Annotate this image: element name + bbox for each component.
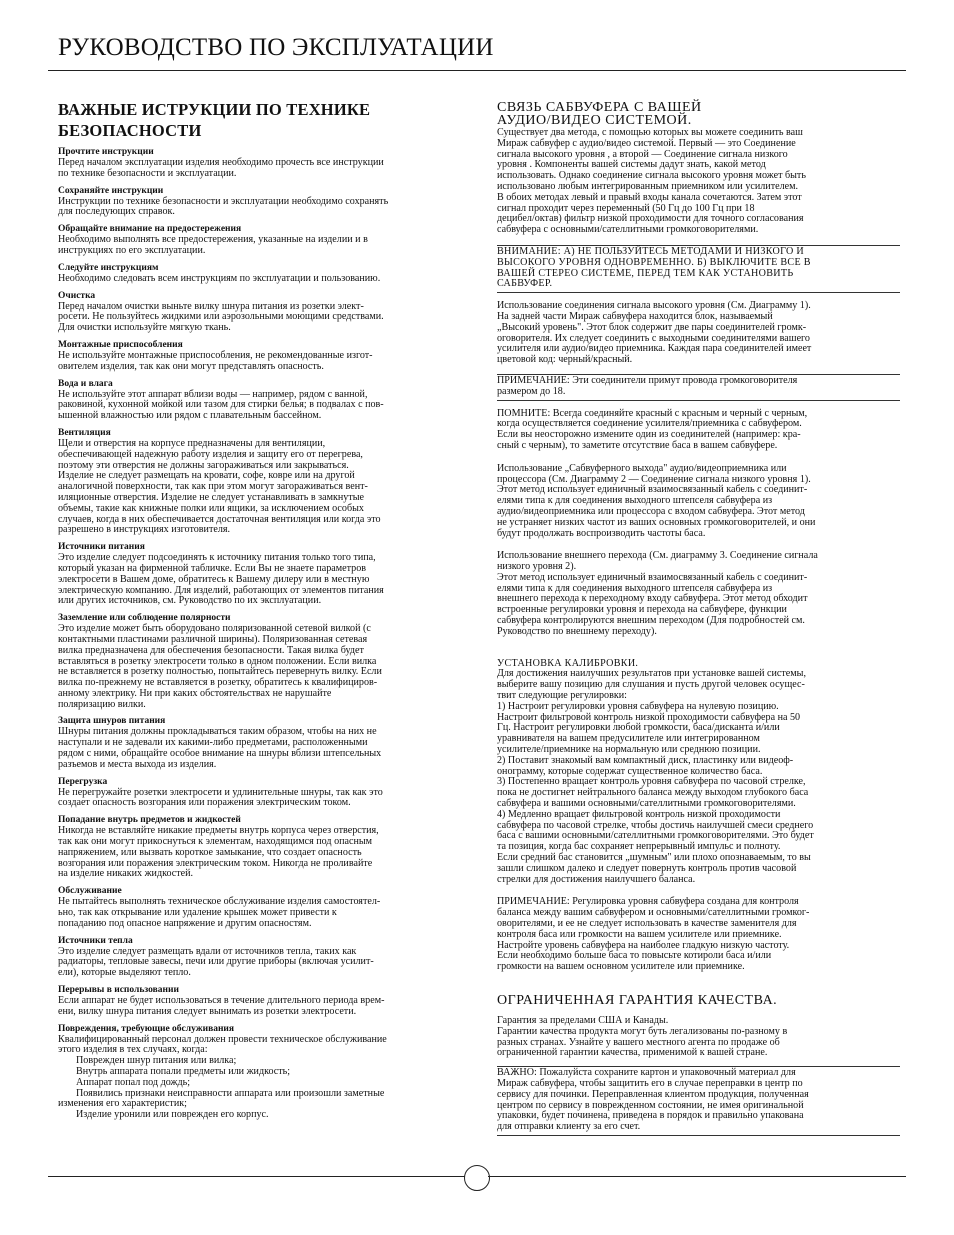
safety-section [58,186,460,219]
safety-section [58,428,460,536]
remember-paragraph: ПОМНИТЕ: Всегда соединяйте красный с красным и черный с черным, когда осуществляется соединение усилителя/приемника с сабвуфером. Если вы неосторожно измените один из соединителей (например: кра- сный с черным), то заметите отсутствие баса в вашем сабвуфере. [497,407,808,451]
section-title: Следуйте инструкциям [58,262,159,273]
bottom-rule [488,1176,906,1177]
service-item: Поврежден шнур питания или вилка; [76,1055,237,1067]
section-body: Не используйте монтажные приспособления, не рекомендованные изгот- овителем изделия, так как они могут представлять опасность. [58,349,373,372]
service-item: Внутрь аппарата попали предметы или жидкость; [76,1066,291,1078]
connection-heading: СВЯЗЬ САБВУФЕРА С ВАШЕЙ АУДИО/ВИДЕО СИСТЕМОЙ. [497,100,702,128]
service-item: Аппарат попал под дождь; [76,1076,191,1088]
section-body: Щели и отверстия на корпусе предназначены для вентиляции, обеспечивающей надежную работу изделия и защиту его от перегрева, поэтому эти отверстия не должны загораживаться или закрываться. Изделие не следует размещать на кровати, софе, ковре или на другой аналогичной поверхности, так как при этом могут загораживаться вент- иляционные отверстия. Изделие не следует устанавливать в замкнутые объемы, такие как книжные полки или ящики, за исключением особых случаев, когда в них обеспечивается достаточная вентиляция или когда это разрешено в инструкциях изготовителя. [58,437,381,536]
safety-section [58,224,460,257]
section-body: Перед началом эксплуатации изделия необходимо прочесть все инструкции по технике безопасности и эксплуатации. [58,157,384,179]
calibration-heading: УСТАНОВКА КАЛИБРОВКИ. [497,657,639,669]
important-box: ВАЖНО: Пожалуйста сохраните картон и упаковочный материал для Мираж сабвуфера, чтобы защитить его в случае переправки в центр по сервису для починки. Переправленная клиентом продукция, полученная центром по сервису в поврежденном состоянии, не имея оригинальной упаковки, будет починена, приведена в порядок и правильно упакована для отправки клиенту за его счет. [497,1066,900,1136]
page-title: РУКОВОДСТВО ПО ЭКСПЛУАТАЦИИ [58,34,494,61]
safety-section [58,263,460,285]
section-body: Это изделие следует размещать вдали от источников тепла, таких как радиаторы, тепловые завесы, печи или другие приборы (включая усилит- ели), которые выделяют тепло. [58,945,374,979]
service-item-continuation: изменения его характеристик; [58,1098,187,1110]
note-paragraph: ПРИМЕЧАНИЕ: Регулировка уровня сабвуфера создана для контроля баланса между вашим сабвуфером и основными/сателлитными громког- оворителями, и ее не следует использовать в качестве заменителя для контроля баса или громкости на вашем усилителе или приемнике. Настройте уровень сабвуфера на наиболее гладкую низкую частоту. Если необходимо больше баса то повысьте котироли баса и/или громкости на вашем основном усилителе или приемнике. [497,896,810,973]
safety-section [58,340,460,373]
section-title: Перегрузка [58,776,108,787]
top-rule [48,70,906,71]
section-body: Не пытайтесь выполнять техническое обслуживание изделия самостоятел- ьно, так как открывание или удаление крышек может привести к попаданию под опасное напряжение и другим опасностям. [58,896,381,929]
service-title: Повреждения, требующие обслуживания [58,1023,235,1034]
section-body: Инструкции по технике безопасности и эксплуатации необходимо сохранять для последующих справок. [58,195,389,218]
section-title: Источники тепла [58,935,133,946]
safety-section [58,379,460,422]
section-body: Перед началом очистки выньте вилку шнура питания из розетки элект- росети. Не пользуйтесь жидкими или аэрозольными моющими средствами. Для очистки используйте мягкую ткань. [58,300,384,334]
safety-section [58,777,460,810]
service-section [58,1024,460,1121]
calibration-paragraph: Для достижения наилучших результатов при установке вашей системы, выберите вашу позицию для слушания и пусть другой человек осущес- твит следующие регулировки: 1) Настроит регулировки уровня сабвуфера на нулевую позицию. Настроит фильтровой контроль низкой проходимости сабвуфера на 50 Гц. Настроит регулировки любой громкости, баса/дисканта и/или уравнивателя на вашем предусилителе или интегрированном усилителе/приемнике на нормальную или среднюю позиции. 2) Поставит знакомый вам компактный диск, пластинку или видеоф- онограмму, которые содержат существенное количество баса. 3) Постепенно вращает контроль уровня сабвуфера по часовой стрелке, пока не достигнет нейтрального баланса между выходом глубокого баса сабвуфера и вашими основными/сателлитными громкоговорителями. 4) Медленно вращает фильтровой контроль низкой проходимости сабвуфера по часовой стрелке, чтобы достичь наилучшей смеси среднего баса с вашими основными/сателлитными громкоговорителями. Это будет та позиция, когда бас сохраняет непрерывный импульс и полноту. Если средний бас становится „шумным" или плохо опознаваемым, то вы зашли слишком далеко и следует повернуть контроль против часовой стрелки для достижения наилучшего баланса. [497,668,814,885]
service-item: Появились признаки неисправности аппарата или произошли заметные [76,1087,385,1099]
page-number-circle [464,1165,490,1191]
safety-sections [58,147,460,1018]
section-title: Попадание внутрь предметов и жидкостей [58,815,241,826]
section-body: Если аппарат не будет использоваться в течение длительного периода врем- ени, вилку шнура питания следует вынимать из розетки электросети. [58,995,385,1017]
section-title: Обращайте внимание на предостережения [58,224,242,235]
section-title: Заземление или соблюдение полярности [58,613,231,624]
warning-box: ВНИМАНИЕ: А) НЕ ПОЛЬЗУЙТЕСЬ МЕТОДАМИ И НИЗКОГО И ВЫСОКОГО УРОВНЯ ОДНОВРЕМЕННО. Б) ВЫКЛЮЧИТЕ ВСЕ В ВАШЕЙ СТЕРЕО СИСТЕМЕ, ПЕРЕД ТЕМ КАК УСТАНОВИТЬ САБВУФЕР. [497,245,900,293]
warranty-heading: ОГРАНИЧЕННАЯ ГАРАНТИЯ КАЧЕСТВА. [497,992,778,1008]
safety-section [58,886,460,929]
section-title: Обслуживание [58,886,122,897]
sub-out-paragraph: Использование „Сабвуферного выхода" аудио/видеоприемника или процессора (См. Диаграмму 2 — Соединение сигнала низкого уровня 1). Этот метод использует единичный взаимосвязанный кабель с соединит- елями типа к для соединения выходного штепселя сабвуфера из аудио/видеоприемника или процессора с входом сабвуфера. Этот метод не устраняет низких частот из ваших основных громкоговорителей, и они будут продолжать воспроизводить частоты баса. [497,462,816,539]
section-body: Никогда не вставляйте никакие предметы внутрь корпуса через отверстия, так как они могут прикоснуться к элементам, находящимся под опасным напряжением, или вызвать короткое замыкание, что создает опасность возгорания или поражения электрическим током. Никогда не проливайте на изделие никаких жидкостей. [58,825,379,880]
section-title: Прочтите инструкции [58,147,154,157]
note-paragraph: ПРИМЕЧАНИЕ: Эти соединители примут провода громкоговорителя размером до 18. [497,374,900,401]
safety-heading: ВАЖНЫЕ ИСТРУКЦИИ ПО ТЕХНИКЕ БЕЗОПАСНОСТИ [58,100,371,140]
section-body: Не перегружайте розетки электросети и удлинительные шнуры, так как это создает опасность возгорания или поражения электрическим током. [58,786,383,809]
safety-section [58,815,460,880]
safety-section [58,147,460,180]
section-title: Вода и влага [58,378,113,389]
section-title: Монтажные приспособления [58,339,183,350]
section-title: Перерывы в использовании [58,985,179,996]
section-title: Защита шнуров питания [58,716,166,727]
section-body: Это изделие может быть оборудовано поляризованной сетевой вилкой (с контактными пластинами различной ширины). Поляризованная сетевая вилка предназначена для обеспечения безопасности. Такая вилка будет вставляться в розетку электросети только в одном положении. Если вилка не вставляется в розетку полностью, попытайтесь перевернуть вилку. Если вилка по-прежнему не вставляется в розетку, обратитесь к квалифициров- анному электрику. Ни при каких обстоятельствах не нарушайте поляризацию вилки. [58,623,382,710]
section-title: Источники питания [58,542,145,553]
warranty-paragraph: Гарантия за пределами США и Канады. Гарантии качества продукта могут буть легализованы по-разному в разных странах. Узнайте у вашего местного агента по продаже об ограниченной гарантии качества, применимой к вашей стране. [497,1014,788,1059]
high-level-paragraph: Использование соединения сигнала высокого уровня (См. Диаграмму 1). На задней части Мираж сабвуфера находится блок, называемый „Высокий уровень". Этот блок содержит две пары соединителей громк- оговорителя. Их следует соединить с выходными соединителями вашего усилителя или аудио/видео приемника. Каждая пара соединителей имеет цветовой код: черный/красный. [497,300,812,366]
service-item: Изделие уронили или поврежден его корпус. [76,1109,269,1121]
safety-section [58,613,460,710]
subwoofer-column [497,101,900,1141]
safety-section [58,985,460,1018]
section-title: Сохраняйте инструкции [58,185,164,196]
section-title: Вентиляция [58,427,111,438]
section-body: Необходимо выполнять все предостережения, указанные на изделии и в инструкциях по его эксплуатации. [58,234,368,256]
safety-section [58,542,460,607]
safety-section [58,936,460,979]
section-body: Это изделие следует подсоединять к источнику питания только того типа, который указан на фирменной табличке. Если Вы не знаете параметров электросети в Вашем доме, обратитесь к Вашему дилеру или в местную электрическую компанию. Для изделий, работающих от элементов питания или других источников, см. Руководство по их эксплуатации. [58,552,384,607]
section-body: Не используйте этот аппарат вблизи воды — например, рядом с ванной, раковиной, кухонной мойкой или тазом для стирки белья; в подвалах с пов- ышенной влажностью или рядом с плавательным бассейном. [58,388,384,422]
bottom-rule [48,1176,466,1177]
safety-column [58,99,460,1127]
crossover-paragraph: Использование внешнего перехода (См. диаграмму 3. Соединение сигнала низкого уровня 2). Этот метод использует единичный взаимосвязанный кабель с соединит- елями типа к для соединения выходного штепселя сабвуфера из внешнего перехода к переходному входу сабвуфера. Этот метод обходит встроенные регулировки уровня и перехода на сабвуфере, функции сабвуфера контролируются внешним переходом (Для подробностей см. Руководство по внешнему переходу). [497,550,818,637]
safety-section [58,716,460,770]
safety-section [58,291,460,334]
section-body: Необходимо следовать всем инструкциям по эксплуатации и пользованию. [58,272,381,284]
section-body: Шнуры питания должны прокладываться таким образом, чтобы на них не наступали и не задевали их какими-либо предметами, расположенными рядом с ними, обращайте особое внимание на шнуры вблизи штепсельных разъемов и места выхода из изделия. [58,726,382,770]
connection-body: Существует два метода, с помощью которых вы можете соединить ваш Мираж сабвуфер с аудио/видео системой. Первый — это Соединение сигнала высокого уровня , а второй — Соединение сигнала низкого уровня . Компоненты вашей системы дадут знать, какой метод использовать. Однако соединение сигнала высокого уровня может быть использовано любым интегрированным приемником или усилителем. В обоих методах левый и правый входы канала сочетаются. Затем этот сигнал проходит через переменный (50 Гц до 100 Гц при 18 децибел/октав) фильтр низкой проходимости для точного согласования сабвуфера с основными/сателлитными громкоговорителями. [497,127,806,236]
service-intro: Квалифицированный персонал должен провести техническое обслуживание этого изделия в тех случаях, когда: [58,1033,387,1056]
section-title: Очистка [58,290,96,301]
